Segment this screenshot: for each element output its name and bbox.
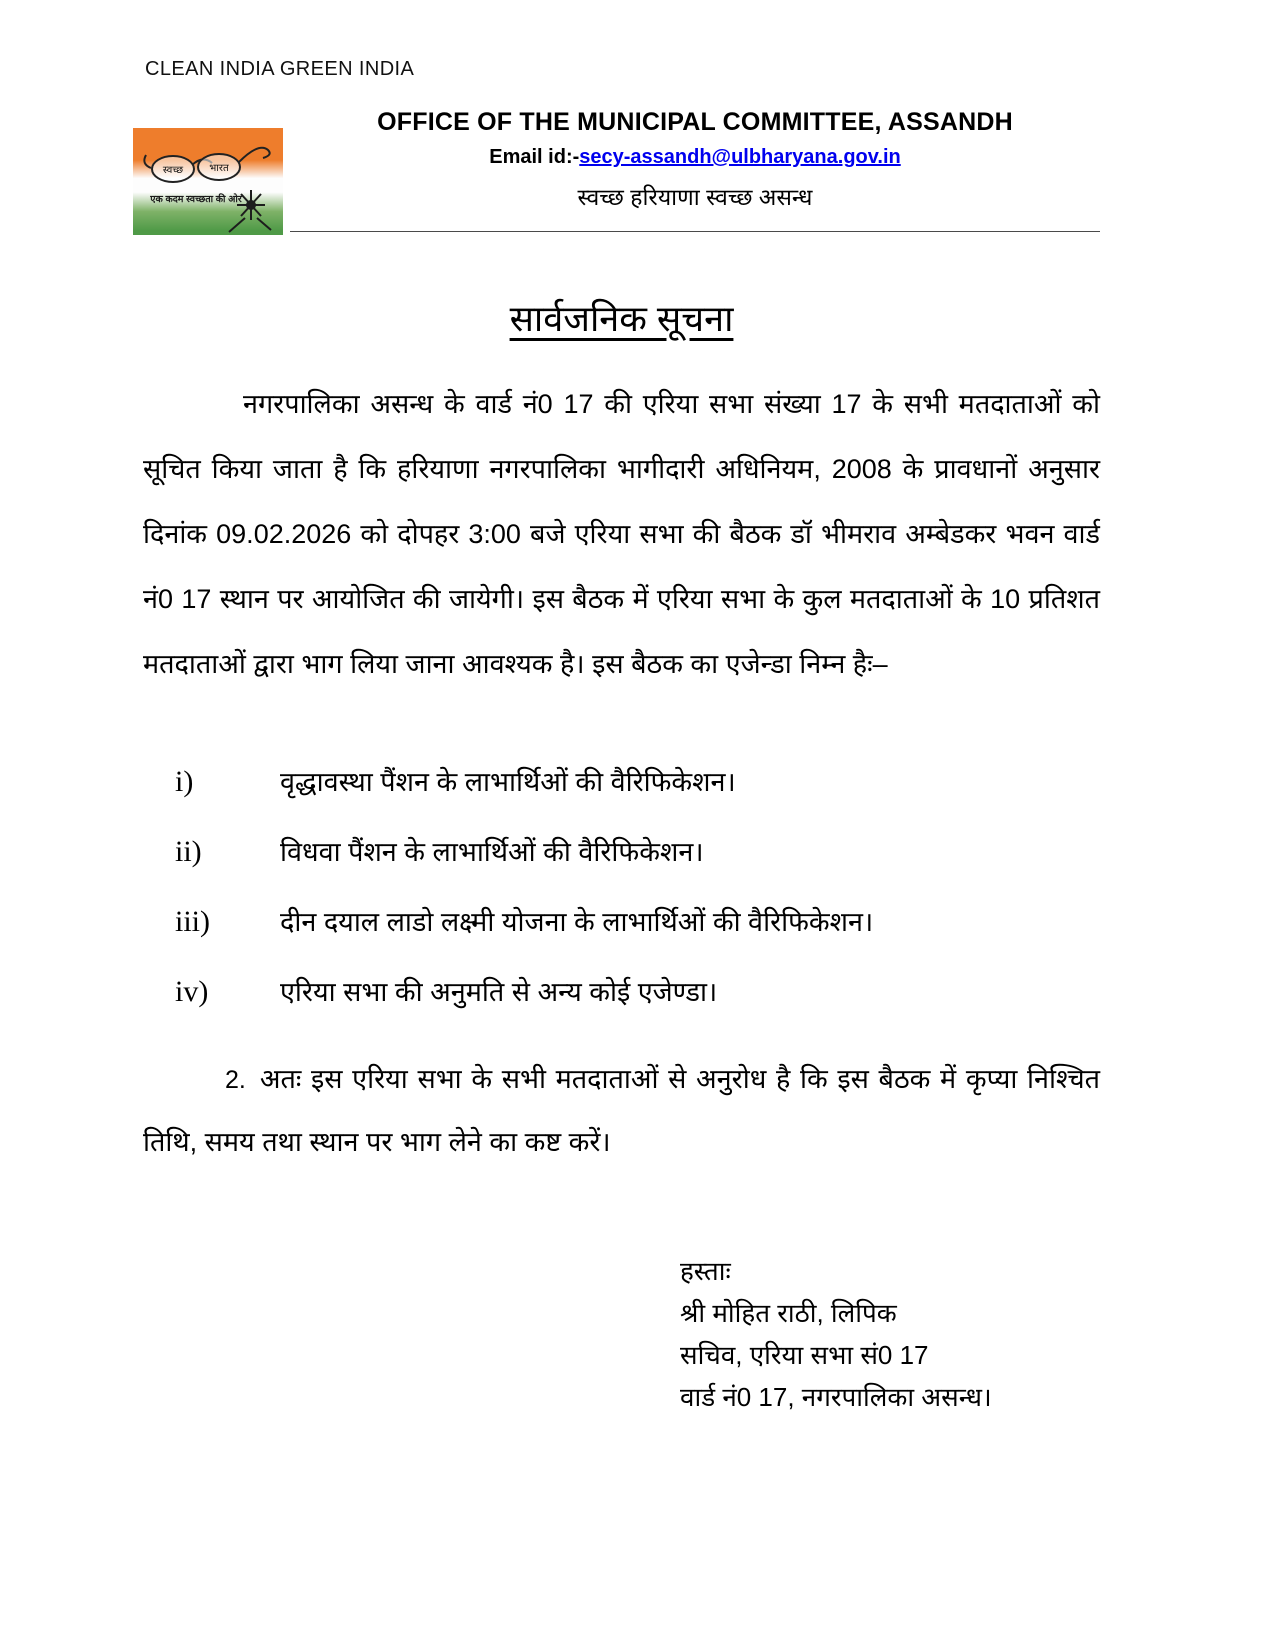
agenda-item	[175, 972, 1100, 1042]
signatory-name: श्री मोहित राठी, लिपिक	[680, 1298, 897, 1328]
email-link[interactable]: secy-assandh@ulbharyana.gov.in	[579, 146, 901, 168]
agenda-text: वृद्धावस्था पैंशन के लाभार्थिओं की वैरिफिकेशन।	[280, 767, 736, 797]
office-title: OFFICE OF THE MUNICIPAL COMMITTEE, ASSANDH	[377, 108, 1013, 136]
signature-line: हस्ताः	[680, 1256, 731, 1286]
signatory-ward: वार्ड नं0 17, नगरपालिका असन्ध।	[680, 1382, 992, 1412]
lens-text-left: स्वच्छ	[162, 165, 184, 176]
agenda-marker: iii)	[175, 905, 210, 938]
lens-text-right: भारत	[209, 163, 229, 174]
letterhead	[290, 108, 1100, 212]
paragraph-2-number: 2.	[225, 1066, 246, 1094]
signatory-designation: सचिव, एरिया सभा सं0 17	[680, 1340, 929, 1370]
agenda-text: दीन दयाल लाडो लक्ष्मी योजना के लाभार्थिओं की वैरिफिकेशन।	[280, 907, 874, 937]
tagline: CLEAN INDIA GREEN INDIA	[145, 58, 415, 80]
notice-paragraph-1: नगरपालिका असन्ध के वार्ड नं0 17 की एरिया सभा संख्या 17 के सभी मतदाताओं को सूचित किया जाता है कि हरियाणा नगरपालिका भागीदारी अधिनियम, 2008 के प्रावधानों अनुसार दिनांक 09.02.2026 को दोपहर 3:00 बजे एरिया सभा की बैठक डॉ भीमराव अम्बेडकर भवन वार्ड नं0 17 स्थान पर आयोजित की जायेगी। इस बैठक में एरिया सभा के कुल मतदाताओं के 10 प्रतिशत मतदाताओं द्वारा भाग लिया जाना आवश्यक है। इस बैठक का एजेन्डा निम्न हैः–	[143, 389, 1100, 679]
subtitle-hindi: स्वच्छ हरियाणा स्वच्छ असन्ध	[577, 184, 813, 210]
agenda-item	[175, 762, 1100, 832]
signature-block	[680, 1250, 992, 1418]
logo-caption: एक कदम स्वच्छता की ओर	[150, 194, 242, 205]
notice-paragraph-2	[143, 1048, 1100, 1173]
agenda-marker: i)	[175, 765, 194, 798]
swachh-bharat-logo-art	[133, 128, 283, 235]
agenda-marker: iv)	[175, 975, 209, 1008]
notice-title: सार्वजनिक सूचना	[509, 298, 734, 339]
email-line	[290, 146, 1100, 169]
header-divider	[290, 231, 1100, 232]
agenda-list	[175, 762, 1100, 1042]
swachh-bharat-logo	[133, 128, 283, 235]
email-label: Email id:-	[489, 146, 580, 168]
agenda-item	[175, 832, 1100, 902]
agenda-text: एरिया सभा की अनुमति से अन्य कोई एजेण्डा।	[280, 977, 718, 1007]
agenda-text: विधवा पैंशन के लाभार्थिओं की वैरिफिकेशन।	[280, 837, 704, 867]
paragraph-2-text: अतः इस एरिया सभा के सभी मतदाताओं से अनुरोध है कि इस बैठक में कृप्या निश्चित तिथि, समय तथा स्थान पर भाग लेने का कष्ट करें।	[143, 1064, 1100, 1157]
agenda-marker: ii)	[175, 835, 202, 868]
agenda-item	[175, 902, 1100, 972]
